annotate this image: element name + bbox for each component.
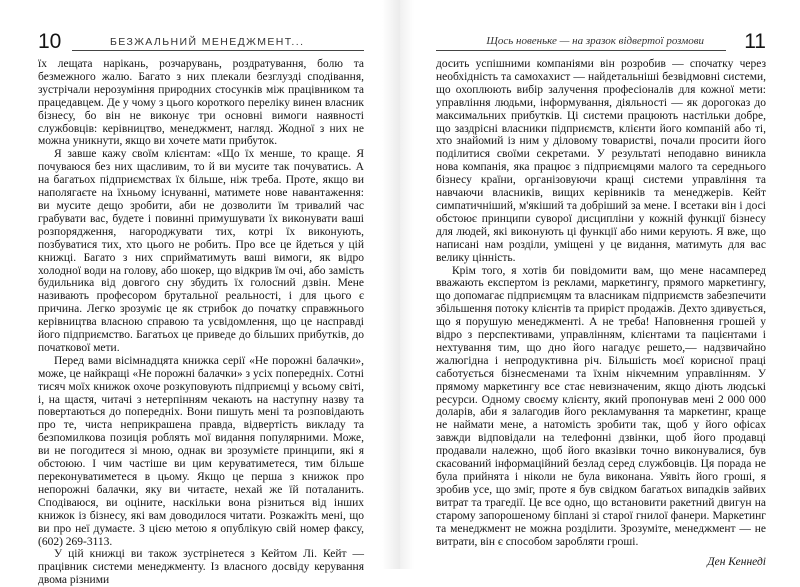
header-rule [72,50,364,51]
right-page-header [436,30,766,54]
author-signature: Ден Кеннеді [707,556,766,569]
paragraph: досить успішними компаніями він розробив — спочатку через необхідність та самохахист — найдетальніші безвідмовні системи, що охоплюють вибір залучення професіоналів для кожної мети: управління людьми, інформування, діяльності — як дорогоказ до максимальних прибутків. Ці системи працюють настільки добре, що заздрісні власники підприємств, клієнти його компаній або ті, хто знайомий із ним у діловому товаристві, почали просити його поділитися своїми секретами. У результаті неподавно виникла нова компанія, яка працює з підприємцями малого та середнього бізнесу країни, організовуючи кращі системи управління та навчаючи власників, вищих керівників та менеджерів. Кейт симпатичніший, м'якіший та добріший за мене. І всетаки він і досі обстоює принципи суворої дисципліни у кожній функції бізнесу для людей, які виконують ці функції або ними керують. Я вже, що написані нам розділи, уміщені у це видання, матимуть для вас велику цінність. [436,58,766,264]
paragraph: їх лещата нарікань, розчарувань, роздратування, болю та безмежного жалю. Багато з них плекали безглузді сподівання, зустрічали нерозуміння природних стосунків між працівником та працедавцем. Де у чому з цього короткого переліку винен власник бізнесу, бо він не виконує три основні вимоги наявності службовців: керівництво, менеджмент, нагляд. Жодної з них не можна уникнути, якщо ви хочете мати прибуток. [38,58,364,148]
right-page [400,0,800,569]
header-rule [436,50,726,51]
paragraph: У цій книжці ви також зустрінетеся з Кейтом Лі. Кейт — працівник системи менеджменту. Із власного досвіду керування двома різними [38,548,364,587]
running-title: Щось новеньке — на зразок відвертої розмови [486,35,704,47]
page-number: 11 [744,30,766,53]
paragraph: Я завше кажу своїм клієнтам: «Що їх менше, то краще. Я почуваюся без них щасливим, то й ви мусите так почуватись. А на багатьох підприємствах їх більше, ніж треба. Проте, якщо ви наполягаєте на їхньому існуванні, матимете нове навантаження: ви мусите дещо зробити, аби не дозволити їм тривалий час грабувати вас, будете і повинні примушувати їх виконувати ваші розпорядження, нагороджувати тих, котрі їх виконують, позбуватися тих, хто цього не робить. Про все це йдеться у цій книжці. Багато з них сприйматимуть ваші вимоги, як відро холодної води на голову, або шокер, що відкрив їм очі, або замість будильника від довгого сну збудить їх голосний дзвін. Мене називають професором брутальної реальності, і для цього є причина. Легко зрозуміє це як стрибок до початку справжнього керівництва власною справою та усвідомлення, що це насправді його підприємство. Багатьох це приведе до більших прибутків, до початкової мети. [38,148,364,354]
left-page-header [38,30,364,54]
paragraph: Крім того, я хотів би повідомити вам, що мене насамперед вважають експертом із реклами, маркетингу, прямого маркетингу, що допомагає підприємцям та власникам підприємств забезпечити збільшення потоку клієнтів та приріст продажів. Дехто здивується, що я порушую менеджменті. А не треба! Наповнення грошей у відро з перспективами, управлінням, клієнтами та пацієнтами і нехтування тим, що дно його нагадує решето,— надзвичайно жалюгідна і непродуктивна річ. Більшість моєї корисної праці саботується бізнесменами та їхнім нікчемним управлінням. У прямому маркетингу все стає невизначеним, якщо діють людські ресурси. Одному своєму клієнту, який пропонував мені 2 000 000 доларів, аби я залагодив його рекламування та маркетинг, краще не наймати мене, а натомість зробити так, щоб у його офісах завжди відповідали на телефонні дзвінки, щоб його продавці продавали належно, щоб його вказівки точно виконувалися, був скасований інформаційний безлад серед службовців. Ця порада не була прийнята і ніколи не була виконана. Уявіть його гроші, я зробив усе, що зміг, проте я був свідком багатьох випадків зайвих витрат та трагедії. Це все одно, що встановити ракетний двигун на старому запорошеному біплані зі старої гнилої фанери. Маркетинг та менеджмент не можна розділити. Зрозуміте, менеджмент — не витрати, він є способом заробляти гроші. [436,264,766,548]
left-page-body [38,58,364,587]
right-page-body [436,58,766,569]
page-number: 10 [38,30,62,53]
paragraph: Перед вами вісімнадцята книжка серії «Не порожні балачки», може, це найкращі «Не порожні балачки» з усіх попередніх. Сотні тисяч моїх книжок охоче розкуповують підприємці у всьому світі, і, на щастя, читачі з нетерпінням чекають на наступну назву та повертаються до попередніх. Вони пишуть мені та розповідають про те, чиста неприкрашена правда, відвертість викладу та безпомилкова позиція роблять мої видання популярними. Може, ви не погодитеся зі мною, однак ви зрозумієте принципи, які я обстоюю. І чим частіше ви цим керуватиметеся, тим більше переконуватиметеся в цьому. Якщо це перша з книжок про непорожні балачки, яку ви читаєте, нехай же їй поталанить. Сподіваюся, ви оціните, наскільки вона різниться від інших книжок із бізнесу, які вам доводилося читати. Розкажіть мені, що ви про неї думаєте. З цією метою я опублікую свій номер факсу, (602) 269-3113. [38,354,364,548]
running-title: БЕЗЖАЛЬНИЙ МЕНЕДЖМЕНТ... [110,36,305,48]
